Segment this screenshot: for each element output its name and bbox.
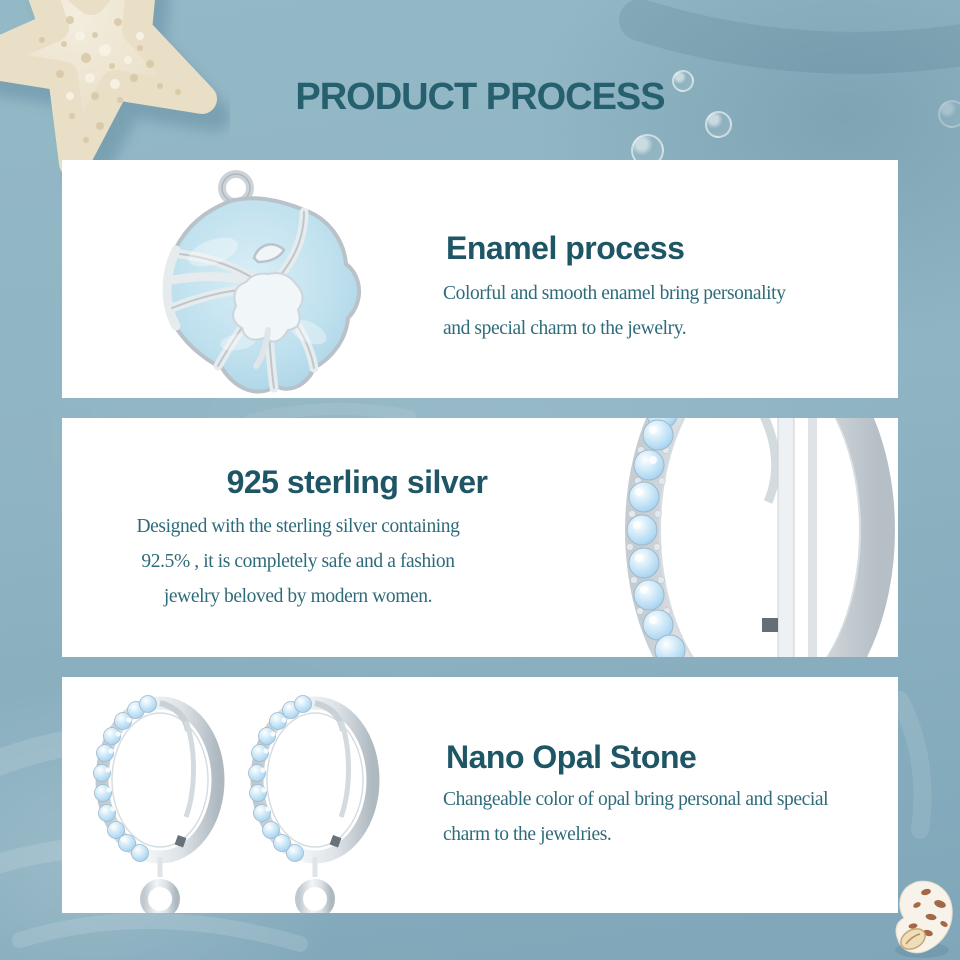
section-body-enamel xyxy=(443,276,786,346)
earrings-pair-image xyxy=(90,687,400,913)
sea-shell-icon xyxy=(886,876,960,960)
body-line: Changeable color of opal bring personal and special xyxy=(443,789,829,810)
body-line: Colorful and smooth enamel bring personality xyxy=(443,283,786,304)
section-body-silver xyxy=(62,509,534,614)
body-line: charm to the jewelries. xyxy=(443,824,612,845)
section-body-opal xyxy=(443,782,828,852)
bubble-icon xyxy=(705,111,732,138)
hoop-earring-image xyxy=(610,418,898,657)
enamel-pendant-image xyxy=(118,162,418,398)
section-heading-enamel: Enamel process xyxy=(446,230,685,266)
bubble-icon xyxy=(938,100,960,128)
body-line: and special charm to the jewelry. xyxy=(443,318,687,339)
enamel-process-card xyxy=(62,160,898,398)
nano-opal-card xyxy=(62,677,898,913)
body-line: 92.5% , it is completely safe and a fashion xyxy=(141,551,455,572)
section-heading-silver: 925 sterling silver xyxy=(226,464,488,500)
body-line: jewelry beloved by modern women. xyxy=(163,586,433,607)
body-line: Designed with the sterling silver containing xyxy=(136,516,460,537)
sterling-silver-card xyxy=(62,418,898,657)
section-heading-opal: Nano Opal Stone xyxy=(446,739,697,775)
page-title: PRODUCT PROCESS xyxy=(295,76,665,118)
bubble-icon xyxy=(672,70,694,92)
